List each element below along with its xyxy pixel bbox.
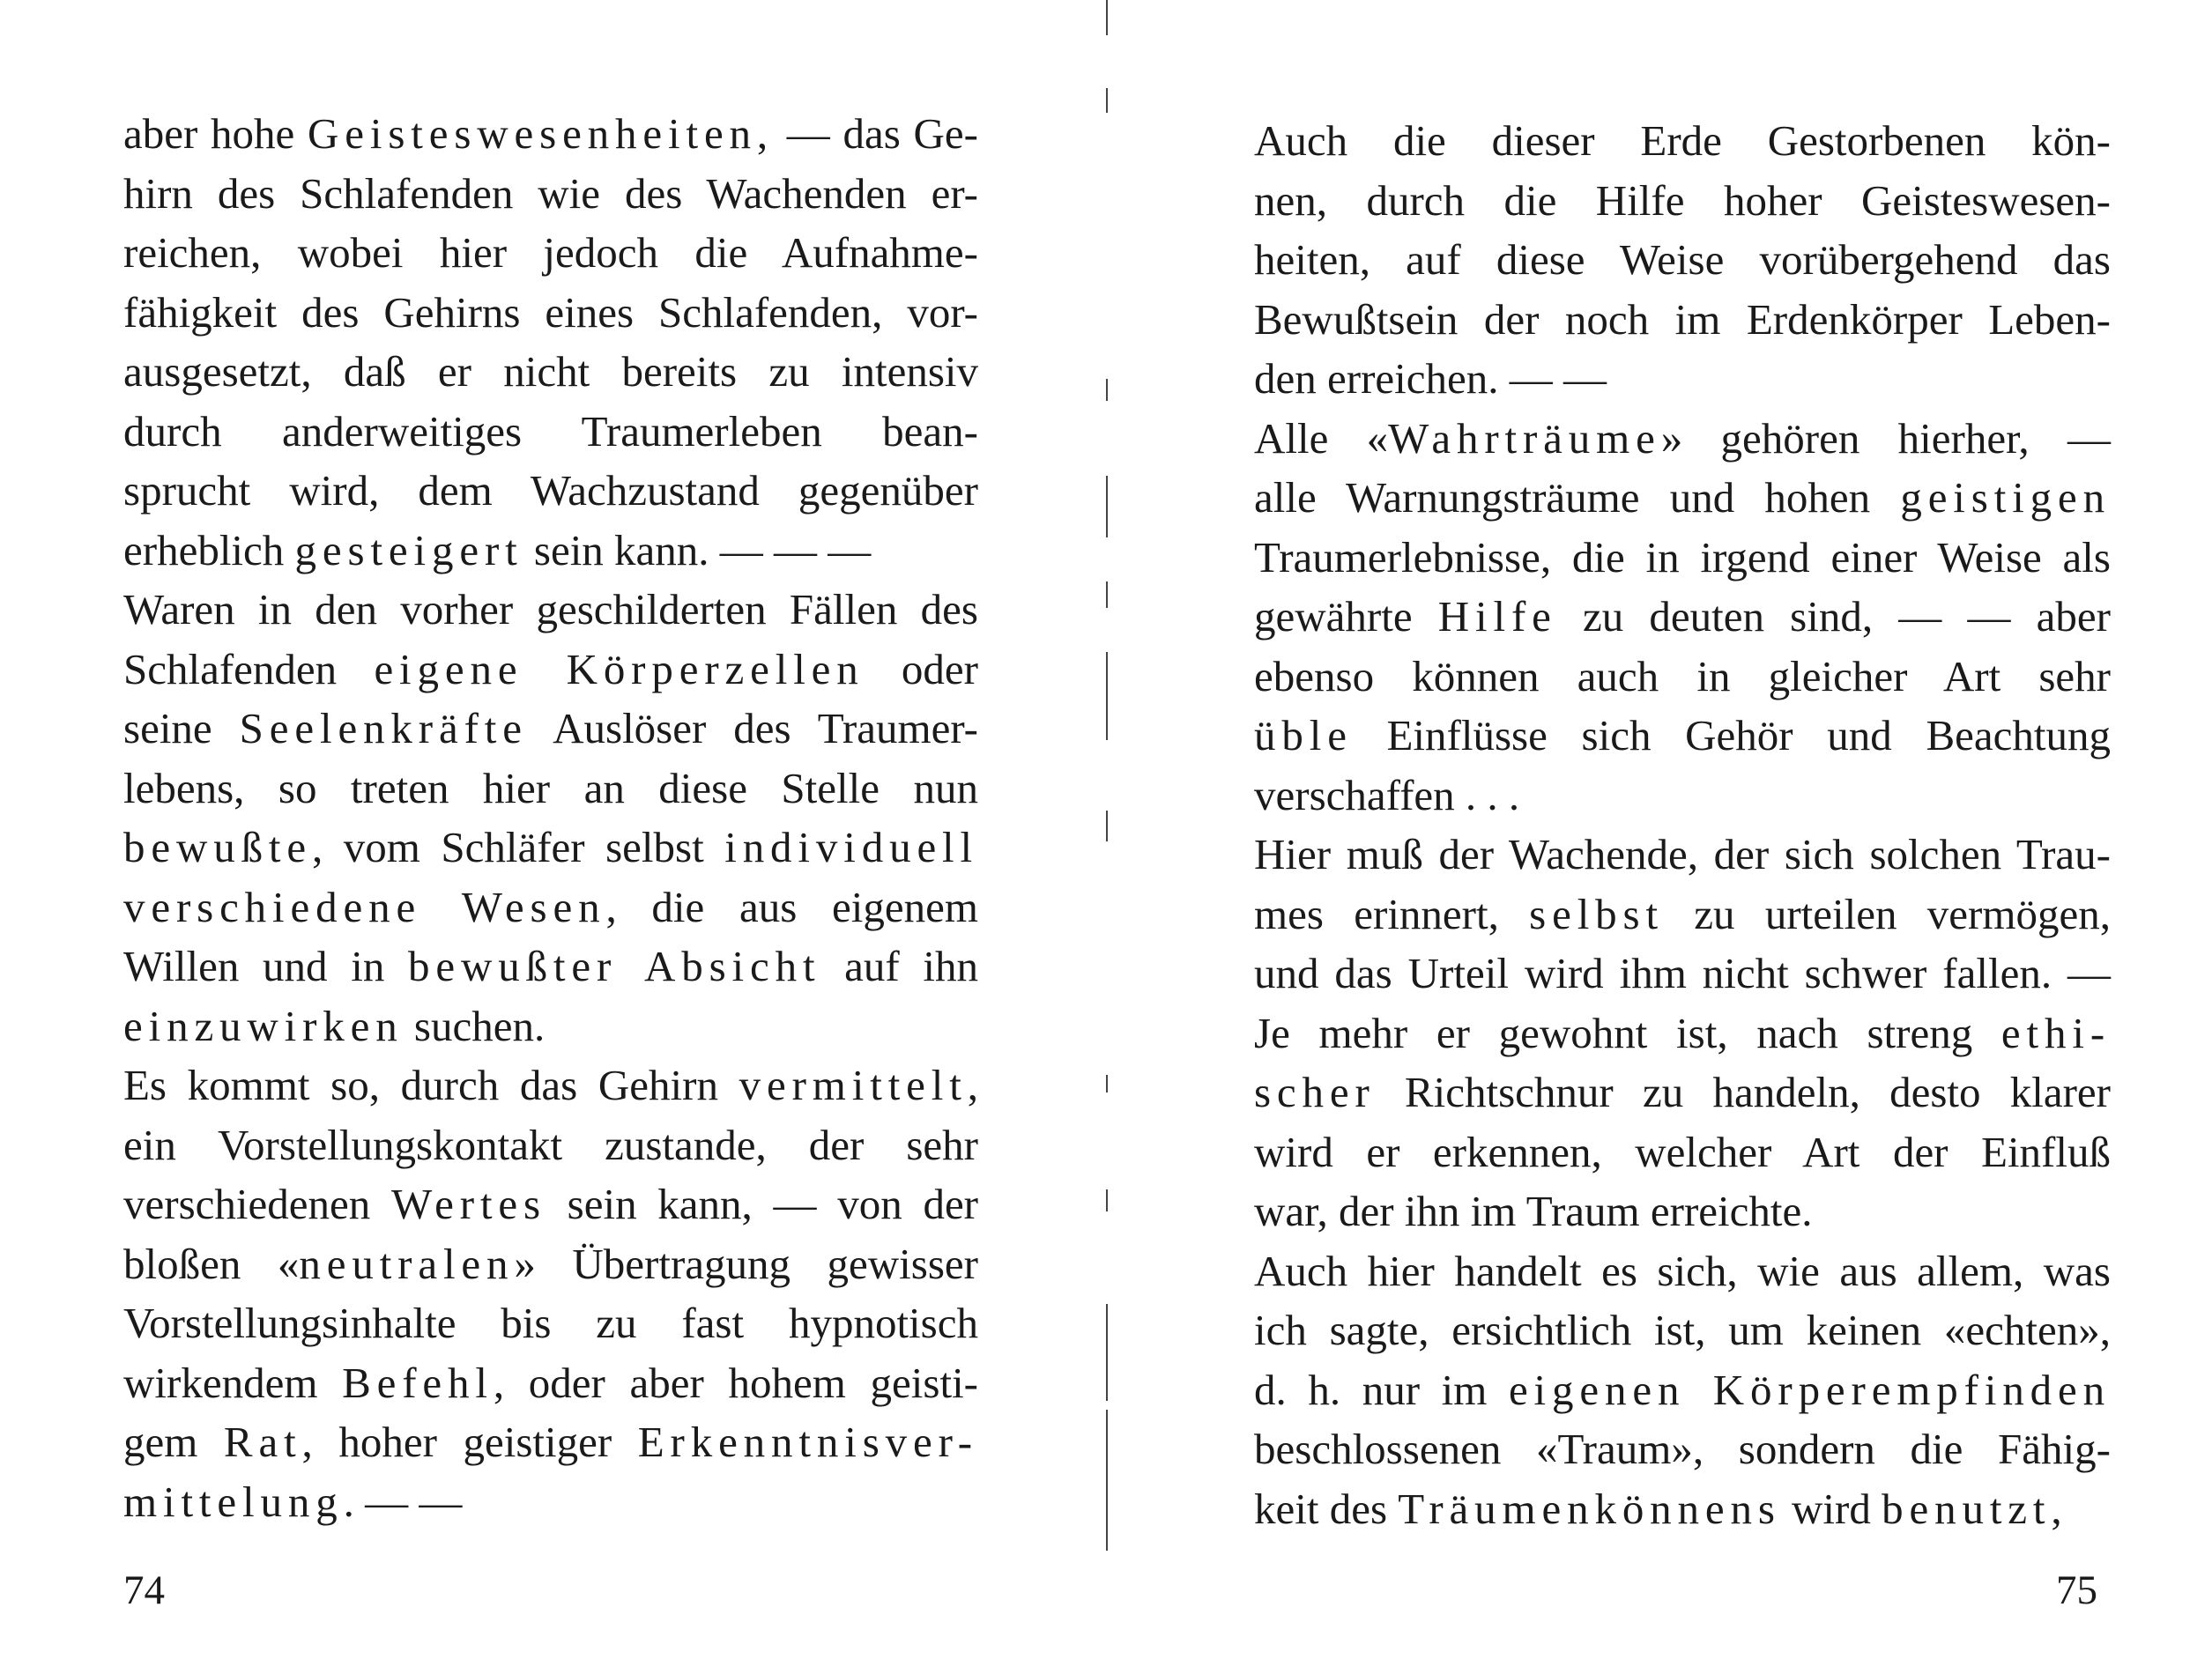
text-run: ebenso können auch in gleicher Art sehr xyxy=(1254,651,2111,700)
text-line xyxy=(123,1115,978,1175)
text-run: — das Ge- xyxy=(774,109,978,158)
spaced-emphasis: selbst xyxy=(1529,889,1664,938)
text-line xyxy=(123,342,978,402)
text-run: seine xyxy=(123,704,240,752)
text-line xyxy=(123,1174,978,1234)
text-line xyxy=(1254,171,2111,231)
text-run: zu deuten sind, — — aber xyxy=(1556,592,2111,641)
text-line xyxy=(1254,528,2111,588)
spaced-emphasis: benutzt xyxy=(1882,1484,2052,1533)
text-line xyxy=(123,640,978,700)
text-run: beschlossenen «Traum», sondern die Fähig- xyxy=(1254,1425,2111,1473)
text-run: nen, durch die Hilfe hoher Geisteswesen- xyxy=(1254,175,2111,225)
text-line xyxy=(123,521,978,581)
text-line xyxy=(1254,409,2111,469)
text-line xyxy=(123,223,978,283)
text-run: sprucht wird, dem Wachzustand gegenüber xyxy=(123,466,978,515)
text-run: war, der ihn im Traum erreichte. xyxy=(1254,1187,1813,1235)
text-run: auf ihn xyxy=(820,942,978,990)
text-line xyxy=(1254,1360,2111,1420)
text-run: suchen. xyxy=(403,1001,546,1050)
text-line xyxy=(123,164,978,224)
text-run: wird er erkennen, welcher Art der Einfluß xyxy=(1254,1127,2111,1176)
text-line xyxy=(1254,230,2111,290)
spaced-emphasis: mittelung xyxy=(123,1477,344,1526)
spaced-emphasis: neutralen xyxy=(299,1239,515,1288)
text-run: hirn des Schlafenden wie des Wachenden er- xyxy=(123,168,978,218)
text-run: verschaffen . . . xyxy=(1254,770,1520,819)
text-line xyxy=(1254,706,2111,766)
spaced-emphasis: scher xyxy=(1254,1068,1376,1116)
text-line xyxy=(1254,1181,2111,1241)
text-run: reichen, wobei hier jedoch die Aufnahme- xyxy=(123,228,978,277)
text-run: wird xyxy=(1780,1484,1882,1533)
text-run: und das Urteil wird ihm nicht schwer fallen. — xyxy=(1254,949,2111,997)
text-line xyxy=(1254,587,2111,647)
text-line xyxy=(1254,1479,2111,1539)
text-line xyxy=(1254,1063,2111,1122)
text-line xyxy=(123,580,978,640)
text-run: , die aus eigenem xyxy=(605,882,979,931)
spaced-emphasis: Befehl xyxy=(342,1358,494,1407)
text-line xyxy=(123,818,978,878)
spaced-emphasis: individuell xyxy=(724,823,978,871)
left-page-number: 74 xyxy=(123,1567,165,1613)
spaced-emphasis: Erkenntnisver- xyxy=(637,1418,978,1466)
text-run: Einflüsse sich Gehör und Beachtung xyxy=(1352,711,2111,759)
text-line xyxy=(1254,944,2111,1004)
text-line xyxy=(123,1412,978,1472)
text-run: Je mehr er gewohnt ist, nach streng xyxy=(1254,1008,2001,1057)
text-run: Auslöser des Traumer- xyxy=(527,704,978,752)
text-line xyxy=(123,104,978,164)
text-line xyxy=(123,1353,978,1413)
text-run: Es kommt so, durch das Gehirn xyxy=(123,1061,739,1109)
spaced-emphasis: gesteigert xyxy=(294,525,523,574)
text-run: d. h. nur im xyxy=(1254,1365,1509,1414)
text-run: keit des xyxy=(1254,1484,1399,1533)
text-line xyxy=(123,699,978,759)
text-line xyxy=(1254,349,2111,409)
text-run: zu urteilen vermögen, xyxy=(1663,889,2111,938)
spaced-emphasis: eigene Körperzellen xyxy=(374,644,865,693)
spaced-emphasis: eigenen Körperempfinden xyxy=(1508,1365,2112,1414)
text-run: Hier muß der Wachende, der sich solchen Trau- xyxy=(1254,830,2111,878)
text-run: Willen und in xyxy=(123,942,408,990)
text-line xyxy=(123,759,978,818)
text-run: wirkendem xyxy=(123,1358,343,1407)
spaced-emphasis: verschiedene Wesen xyxy=(123,882,606,931)
text-run: den erreichen. — — xyxy=(1254,354,1607,403)
text-line xyxy=(123,1472,978,1532)
spaced-emphasis: üble xyxy=(1254,711,1353,759)
text-run: mes erinnert, xyxy=(1254,889,1530,938)
text-run: Bewußtsein der noch im Erdenkörper Leben- xyxy=(1254,294,2111,344)
text-run: aber hohe xyxy=(123,109,308,158)
text-run: ausgesetzt, daß er nicht bereits zu intensiv xyxy=(123,347,978,396)
text-run: erheblich xyxy=(123,525,295,574)
text-run: Schlafenden xyxy=(123,644,375,693)
text-run: durch anderweitiges Traumerleben bean- xyxy=(123,406,978,456)
text-run: » gehören hierher, — xyxy=(1660,413,2111,463)
text-run: sein kann. — — — xyxy=(523,525,872,574)
spaced-emphasis: Hilfe xyxy=(1437,592,1557,641)
text-run: verschiedenen xyxy=(123,1180,391,1228)
text-run: Waren in den vorher geschilderten Fällen des xyxy=(123,585,978,633)
text-line xyxy=(123,937,978,996)
text-run: bloßen « xyxy=(123,1239,300,1288)
text-run: alle Warnungsträume und hohen xyxy=(1254,473,1901,522)
spaced-emphasis: Seelenkräfte xyxy=(239,704,528,752)
text-line xyxy=(1254,1241,2111,1301)
text-run: lebens, so treten hier an diese Stelle nun xyxy=(123,763,978,812)
right-page xyxy=(1106,0,2212,1674)
spaced-emphasis: bewußte xyxy=(123,823,313,871)
text-run: ein Vorstellungskontakt zustande, der sehr xyxy=(123,1120,978,1169)
text-line xyxy=(1254,885,2111,944)
text-line xyxy=(123,878,978,937)
text-run: Auch die dieser Erde Gestorbenen kön- xyxy=(1254,116,2111,165)
text-run: , xyxy=(2051,1484,2062,1533)
spaced-emphasis: Träumenkönnens xyxy=(1398,1484,1781,1533)
text-line xyxy=(123,1234,978,1294)
text-line xyxy=(1254,766,2111,826)
spaced-emphasis: einzuwirken xyxy=(123,1001,404,1050)
text-line xyxy=(1254,1300,2111,1360)
spaced-emphasis: Wahrträume xyxy=(1388,413,1661,463)
text-line xyxy=(123,1293,978,1353)
text-line xyxy=(1254,290,2111,350)
text-run: , oder aber hohem geisti- xyxy=(493,1358,978,1407)
right-page-text xyxy=(1254,111,2111,1538)
text-run: Vorstellungsinhalte bis zu fast hypnotisch xyxy=(123,1299,978,1347)
right-page-number: 75 xyxy=(2056,1567,2097,1613)
text-run: Traumerlebnisse, die in irgend einer Weise als xyxy=(1254,532,2111,581)
text-run: Auch hier handelt es sich, wie aus allem, was xyxy=(1254,1246,2111,1295)
text-run: Alle « xyxy=(1254,413,1389,463)
text-line xyxy=(1254,1122,2111,1182)
text-run: ich sagte, ersichtlich ist, um keinen «echten», xyxy=(1254,1306,2111,1354)
text-run: , vom Schläfer selbst xyxy=(312,823,725,871)
text-run: oder xyxy=(864,644,978,693)
text-line xyxy=(1254,1419,2111,1479)
text-run: fähigkeit des Gehirns eines Schlafenden, vor- xyxy=(123,287,978,337)
text-run: » Übertragung gewisser xyxy=(514,1239,978,1288)
left-page-text xyxy=(123,104,978,1531)
spaced-emphasis: vermittelt xyxy=(739,1061,968,1109)
text-line xyxy=(123,1056,978,1115)
text-run: heiten, auf diese Weise vorübergehend das xyxy=(1254,235,2111,284)
text-line xyxy=(123,461,978,521)
text-line xyxy=(1254,111,2111,171)
text-line xyxy=(1254,468,2111,528)
spaced-emphasis: Rat xyxy=(223,1418,302,1466)
text-line xyxy=(1254,825,2111,885)
spaced-emphasis: Geisteswesenheiten, xyxy=(308,109,775,158)
text-run: Richtschnur zu handeln, desto klarer xyxy=(1375,1068,2111,1116)
text-line xyxy=(123,402,978,462)
spaced-emphasis: Wertes xyxy=(390,1180,546,1228)
spaced-emphasis: geistigen xyxy=(1900,473,2111,522)
text-line xyxy=(1254,647,2111,707)
text-line xyxy=(1254,1004,2111,1063)
text-run: gem xyxy=(123,1418,224,1466)
text-run: . — — xyxy=(343,1477,463,1526)
spaced-emphasis: bewußter Absicht xyxy=(408,942,821,990)
text-run: , hoher geistiger xyxy=(301,1418,638,1466)
text-line xyxy=(123,996,978,1056)
text-run: sein kann, — von der xyxy=(546,1180,979,1228)
spaced-emphasis: ethi- xyxy=(2000,1008,2111,1057)
text-line xyxy=(123,283,978,343)
text-run: , xyxy=(967,1061,978,1109)
text-run: gewährte xyxy=(1254,592,1438,641)
